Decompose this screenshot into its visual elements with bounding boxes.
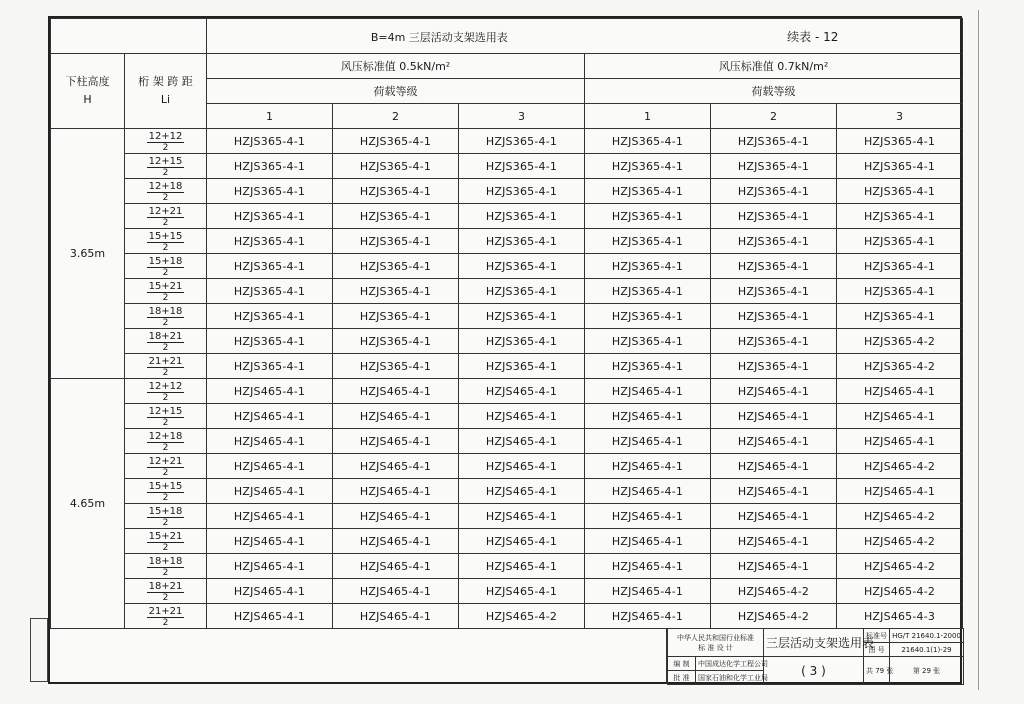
model-code-cell: HZJS365-4-1 xyxy=(459,304,585,329)
model-code-cell: HZJS465-4-1 xyxy=(837,429,963,454)
header-blank xyxy=(51,19,207,54)
model-code-cell: HZJS465-4-1 xyxy=(711,454,837,479)
model-code-cell: HZJS465-4-1 xyxy=(207,604,333,629)
span-cell xyxy=(125,454,207,479)
span-cell xyxy=(125,354,207,379)
std-no-label: 标准号 xyxy=(864,629,890,643)
table-title-cell xyxy=(207,19,963,54)
span-denominator: 2 xyxy=(162,143,169,153)
model-code-cell: HZJS465-4-1 xyxy=(459,554,585,579)
span-denominator: 2 xyxy=(162,343,169,353)
model-code-cell: HZJS365-4-1 xyxy=(711,354,837,379)
model-code-cell: HZJS465-4-1 xyxy=(333,479,459,504)
model-code-cell: HZJS465-4-1 xyxy=(333,429,459,454)
span-cell xyxy=(125,529,207,554)
span-numerator: 18+18 xyxy=(148,306,183,317)
span-fraction xyxy=(147,382,185,403)
model-code-cell: HZJS365-4-1 xyxy=(837,204,963,229)
wind-group-1: 风压标准值 0.5kN/m² xyxy=(207,54,585,79)
model-code-cell: HZJS465-4-1 xyxy=(711,504,837,529)
model-code-cell: HZJS365-4-1 xyxy=(837,229,963,254)
model-code-cell: HZJS465-4-1 xyxy=(207,529,333,554)
model-code-cell: HZJS465-4-2 xyxy=(837,504,963,529)
sheet-total: 共 79 张 xyxy=(864,657,890,685)
std-org-cell xyxy=(668,629,764,657)
model-code-cell: HZJS465-4-1 xyxy=(333,604,459,629)
column-l-symbol: Li xyxy=(160,93,171,106)
model-code-cell: HZJS465-4-1 xyxy=(207,579,333,604)
model-code-cell: HZJS365-4-1 xyxy=(207,279,333,304)
span-numerator: 12+15 xyxy=(148,406,183,417)
model-code-cell: HZJS365-4-1 xyxy=(459,279,585,304)
span-fraction xyxy=(147,307,185,328)
table-row xyxy=(51,454,963,479)
approve-label: 批 准 xyxy=(668,671,696,685)
column-height-value: 3.65m xyxy=(51,129,125,379)
model-code-cell: HZJS465-4-1 xyxy=(459,404,585,429)
span-fraction xyxy=(147,207,185,228)
model-code-cell: HZJS365-4-1 xyxy=(333,204,459,229)
model-code-cell: HZJS365-4-1 xyxy=(459,254,585,279)
span-denominator: 2 xyxy=(162,318,169,328)
model-code-cell: HZJS365-4-1 xyxy=(333,354,459,379)
span-cell xyxy=(125,379,207,404)
model-code-cell: HZJS465-4-1 xyxy=(585,554,711,579)
model-code-cell: HZJS365-4-1 xyxy=(207,229,333,254)
column-h-label: 下柱高度 xyxy=(65,75,110,88)
model-code-cell: HZJS465-4-3 xyxy=(837,604,963,629)
model-code-cell: HZJS465-4-1 xyxy=(711,429,837,454)
model-code-cell: HZJS365-4-1 xyxy=(207,304,333,329)
model-code-cell: HZJS365-4-1 xyxy=(333,254,459,279)
model-code-cell: HZJS465-4-1 xyxy=(459,579,585,604)
span-numerator: 15+21 xyxy=(148,281,183,292)
table-row xyxy=(51,429,963,454)
model-code-cell: HZJS365-4-1 xyxy=(459,354,585,379)
span-denominator: 2 xyxy=(162,368,169,378)
model-code-cell: HZJS365-4-1 xyxy=(711,129,837,154)
drawing-title-cell xyxy=(764,629,875,657)
std-no: HG/T 21640.1-2000 xyxy=(890,629,964,643)
signature-tab xyxy=(30,618,48,682)
span-cell xyxy=(125,579,207,604)
level-header: 3 xyxy=(837,104,963,129)
model-code-cell: HZJS465-4-1 xyxy=(333,504,459,529)
span-fraction xyxy=(147,132,185,153)
model-code-cell: HZJS365-4-1 xyxy=(333,329,459,354)
table-row xyxy=(51,379,963,404)
model-code-cell: HZJS465-4-1 xyxy=(585,404,711,429)
level-header: 1 xyxy=(585,104,711,129)
span-numerator: 21+21 xyxy=(148,356,183,367)
model-code-cell: HZJS365-4-1 xyxy=(585,179,711,204)
model-code-cell: HZJS365-4-1 xyxy=(837,254,963,279)
model-code-cell: HZJS465-4-1 xyxy=(207,504,333,529)
model-code-cell: HZJS365-4-1 xyxy=(333,229,459,254)
compile-label: 编 制 xyxy=(668,657,696,671)
model-code-cell: HZJS465-4-1 xyxy=(459,529,585,554)
span-fraction xyxy=(147,507,185,528)
compile-org: 中国成达化学工程公司 xyxy=(696,657,764,671)
span-denominator: 2 xyxy=(162,393,169,403)
table-row xyxy=(51,529,963,554)
model-code-cell: HZJS365-4-1 xyxy=(837,279,963,304)
model-code-cell: HZJS465-4-2 xyxy=(837,529,963,554)
model-code-cell: HZJS465-4-2 xyxy=(711,579,837,604)
span-numerator: 15+15 xyxy=(148,481,183,492)
model-code-cell: HZJS365-4-1 xyxy=(711,154,837,179)
span-denominator: 2 xyxy=(162,593,169,603)
model-code-cell: HZJS465-4-1 xyxy=(585,604,711,629)
span-numerator: 15+15 xyxy=(148,231,183,242)
model-code-cell: HZJS365-4-1 xyxy=(585,129,711,154)
model-code-cell: HZJS465-4-2 xyxy=(711,604,837,629)
model-code-cell: HZJS365-4-1 xyxy=(333,179,459,204)
model-code-cell: HZJS465-4-1 xyxy=(711,479,837,504)
model-code-cell: HZJS365-4-1 xyxy=(333,304,459,329)
table-row xyxy=(51,179,963,204)
span-numerator: 12+12 xyxy=(148,131,183,142)
span-denominator: 2 xyxy=(162,618,169,628)
selection-table xyxy=(50,18,963,629)
model-code-cell: HZJS465-4-1 xyxy=(207,429,333,454)
model-code-cell: HZJS365-4-1 xyxy=(585,229,711,254)
std-design: 标 准 设 计 xyxy=(698,643,733,652)
model-code-cell: HZJS465-4-1 xyxy=(711,554,837,579)
model-code-cell: HZJS365-4-1 xyxy=(459,129,585,154)
model-code-cell: HZJS465-4-1 xyxy=(459,379,585,404)
model-code-cell: HZJS465-4-1 xyxy=(585,479,711,504)
model-code-cell: HZJS465-4-1 xyxy=(207,404,333,429)
span-numerator: 18+21 xyxy=(148,581,183,592)
std-org: 中华人民共和国行业标准 xyxy=(677,633,754,642)
span-fraction xyxy=(147,557,185,578)
span-denominator: 2 xyxy=(162,493,169,503)
model-code-cell: HZJS365-4-1 xyxy=(207,129,333,154)
model-code-cell: HZJS365-4-1 xyxy=(207,179,333,204)
span-denominator: 2 xyxy=(162,218,169,228)
model-code-cell: HZJS365-4-1 xyxy=(459,229,585,254)
model-code-cell: HZJS365-4-1 xyxy=(711,254,837,279)
model-code-cell: HZJS365-4-1 xyxy=(459,179,585,204)
span-denominator: 2 xyxy=(162,168,169,178)
span-numerator: 15+21 xyxy=(148,531,183,542)
span-cell xyxy=(125,479,207,504)
model-code-cell: HZJS465-4-1 xyxy=(585,579,711,604)
span-numerator: 12+15 xyxy=(148,156,183,167)
table-row xyxy=(51,504,963,529)
model-code-cell: HZJS465-4-1 xyxy=(207,454,333,479)
model-code-cell: HZJS365-4-1 xyxy=(207,154,333,179)
span-denominator: 2 xyxy=(162,518,169,528)
span-cell xyxy=(125,554,207,579)
model-code-cell: HZJS365-4-1 xyxy=(585,329,711,354)
table-row xyxy=(51,404,963,429)
span-fraction xyxy=(147,182,185,203)
span-cell xyxy=(125,604,207,629)
model-code-cell: HZJS365-4-1 xyxy=(711,229,837,254)
drawing-title: 三层活动支架选用表 xyxy=(766,636,875,650)
span-fraction xyxy=(147,532,185,553)
model-code-cell: HZJS465-4-1 xyxy=(837,404,963,429)
table-row xyxy=(51,604,963,629)
model-code-cell: HZJS465-4-1 xyxy=(459,504,585,529)
model-code-cell: HZJS465-4-1 xyxy=(585,454,711,479)
model-code-cell: HZJS465-4-1 xyxy=(711,529,837,554)
span-cell xyxy=(125,304,207,329)
sheet-number: 第 29 张 xyxy=(890,657,964,685)
title-block xyxy=(666,628,963,684)
table-row xyxy=(51,254,963,279)
span-cell xyxy=(125,429,207,454)
model-code-cell: HZJS465-4-1 xyxy=(837,479,963,504)
model-code-cell: HZJS465-4-1 xyxy=(459,454,585,479)
fig-no: 21640.1(1)-29 xyxy=(890,643,964,657)
span-cell xyxy=(125,154,207,179)
span-numerator: 15+18 xyxy=(148,506,183,517)
model-code-cell: HZJS365-4-1 xyxy=(837,179,963,204)
model-code-cell: HZJS365-4-1 xyxy=(711,279,837,304)
model-code-cell: HZJS365-4-1 xyxy=(459,154,585,179)
model-code-cell: HZJS465-4-2 xyxy=(459,604,585,629)
level-header: 2 xyxy=(333,104,459,129)
table-row xyxy=(51,329,963,354)
model-code-cell: HZJS465-4-1 xyxy=(333,579,459,604)
span-fraction xyxy=(147,482,185,503)
model-code-cell: HZJS465-4-2 xyxy=(837,554,963,579)
model-code-cell: HZJS365-4-1 xyxy=(207,354,333,379)
model-code-cell: HZJS365-4-1 xyxy=(333,154,459,179)
column-l-label: 桁 架 跨 距 xyxy=(138,75,193,88)
model-code-cell: HZJS365-4-1 xyxy=(207,254,333,279)
column-l-header xyxy=(125,54,207,129)
wind-group-2: 风压标准值 0.7kN/m² xyxy=(585,54,963,79)
fig-no-label: 图 号 xyxy=(864,643,890,657)
model-code-cell: HZJS465-4-1 xyxy=(207,379,333,404)
load-grade-2: 荷载等级 xyxy=(585,79,963,104)
model-code-cell: HZJS365-4-1 xyxy=(207,204,333,229)
level-header: 2 xyxy=(711,104,837,129)
model-code-cell: HZJS365-4-1 xyxy=(711,204,837,229)
model-code-cell: HZJS365-4-1 xyxy=(585,354,711,379)
model-code-cell: HZJS365-4-1 xyxy=(585,154,711,179)
model-code-cell: HZJS365-4-1 xyxy=(333,129,459,154)
model-code-cell: HZJS465-4-2 xyxy=(837,579,963,604)
model-code-cell: HZJS465-4-1 xyxy=(459,429,585,454)
table-row xyxy=(51,579,963,604)
table-row xyxy=(51,304,963,329)
model-code-cell: HZJS365-4-1 xyxy=(837,154,963,179)
model-code-cell: HZJS465-4-1 xyxy=(711,404,837,429)
span-cell xyxy=(125,129,207,154)
column-h-symbol: H xyxy=(83,93,92,106)
model-code-cell: HZJS465-4-1 xyxy=(333,554,459,579)
model-code-cell: HZJS365-4-1 xyxy=(837,304,963,329)
span-numerator: 21+21 xyxy=(148,606,183,617)
span-numerator: 18+18 xyxy=(148,556,183,567)
model-code-cell: HZJS465-4-1 xyxy=(333,454,459,479)
model-code-cell: HZJS465-4-1 xyxy=(333,379,459,404)
model-code-cell: HZJS465-4-1 xyxy=(585,529,711,554)
table-row xyxy=(51,554,963,579)
drawing-sheet xyxy=(48,16,962,684)
span-fraction xyxy=(147,582,185,603)
model-code-cell: HZJS365-4-1 xyxy=(585,254,711,279)
model-code-cell: HZJS465-4-1 xyxy=(585,429,711,454)
drawing-sub: ( 3 ) xyxy=(764,657,864,685)
span-denominator: 2 xyxy=(162,268,169,278)
span-cell xyxy=(125,179,207,204)
span-numerator: 12+21 xyxy=(148,456,183,467)
span-cell xyxy=(125,254,207,279)
model-code-cell: HZJS465-4-1 xyxy=(711,379,837,404)
level-header: 3 xyxy=(459,104,585,129)
column-height-value: 4.65m xyxy=(51,379,125,629)
model-code-cell: HZJS465-4-1 xyxy=(207,479,333,504)
model-code-cell: HZJS365-4-1 xyxy=(837,129,963,154)
span-numerator: 12+12 xyxy=(148,381,183,392)
span-denominator: 2 xyxy=(162,293,169,303)
model-code-cell: HZJS365-4-1 xyxy=(711,179,837,204)
span-denominator: 2 xyxy=(162,543,169,553)
span-denominator: 2 xyxy=(162,243,169,253)
continuation-label: 续表 - 12 xyxy=(787,29,839,44)
model-code-cell: HZJS365-4-1 xyxy=(207,329,333,354)
model-code-cell: HZJS465-4-1 xyxy=(333,529,459,554)
model-code-cell: HZJS365-4-1 xyxy=(585,204,711,229)
span-fraction xyxy=(147,232,185,253)
approve-org: 国家石油和化学工业局 xyxy=(696,671,764,685)
model-code-cell: HZJS365-4-1 xyxy=(585,304,711,329)
model-code-cell: HZJS365-4-1 xyxy=(711,329,837,354)
table-title: B=4m 三层活动支架选用表 xyxy=(370,30,508,44)
model-code-cell: HZJS365-4-2 xyxy=(837,354,963,379)
span-fraction xyxy=(147,357,185,378)
span-cell xyxy=(125,504,207,529)
span-fraction xyxy=(147,332,185,353)
span-fraction xyxy=(147,157,185,178)
span-fraction xyxy=(147,257,185,278)
span-cell xyxy=(125,329,207,354)
model-code-cell: HZJS465-4-1 xyxy=(333,404,459,429)
span-numerator: 12+18 xyxy=(148,431,183,442)
column-h-header xyxy=(51,54,125,129)
span-cell xyxy=(125,204,207,229)
table-row xyxy=(51,154,963,179)
model-code-cell: HZJS465-4-1 xyxy=(585,379,711,404)
span-fraction xyxy=(147,432,185,453)
span-fraction xyxy=(147,457,185,478)
level-header: 1 xyxy=(207,104,333,129)
table-row xyxy=(51,479,963,504)
table-row xyxy=(51,279,963,304)
model-code-cell: HZJS365-4-1 xyxy=(585,279,711,304)
model-code-cell: HZJS465-4-2 xyxy=(837,454,963,479)
model-code-cell: HZJS465-4-1 xyxy=(585,504,711,529)
span-cell xyxy=(125,229,207,254)
model-code-cell: HZJS465-4-1 xyxy=(837,379,963,404)
span-fraction xyxy=(147,607,185,628)
table-row xyxy=(51,229,963,254)
span-denominator: 2 xyxy=(162,443,169,453)
span-denominator: 2 xyxy=(162,468,169,478)
table-row xyxy=(51,204,963,229)
table-row xyxy=(51,354,963,379)
span-denominator: 2 xyxy=(162,418,169,428)
span-denominator: 2 xyxy=(162,193,169,203)
table-row xyxy=(51,129,963,154)
model-code-cell: HZJS465-4-1 xyxy=(459,479,585,504)
model-code-cell: HZJS365-4-1 xyxy=(711,304,837,329)
model-code-cell: HZJS365-4-1 xyxy=(459,204,585,229)
binding-line xyxy=(978,10,979,690)
span-numerator: 12+18 xyxy=(148,181,183,192)
model-code-cell: HZJS365-4-1 xyxy=(459,329,585,354)
span-cell xyxy=(125,279,207,304)
load-grade-1: 荷载等级 xyxy=(207,79,585,104)
model-code-cell: HZJS465-4-1 xyxy=(207,554,333,579)
model-code-cell: HZJS365-4-2 xyxy=(837,329,963,354)
span-denominator: 2 xyxy=(162,568,169,578)
span-numerator: 15+18 xyxy=(148,256,183,267)
span-numerator: 12+21 xyxy=(148,206,183,217)
model-code-cell: HZJS365-4-1 xyxy=(333,279,459,304)
span-numerator: 18+21 xyxy=(148,331,183,342)
span-cell xyxy=(125,404,207,429)
span-fraction xyxy=(147,282,185,303)
span-fraction xyxy=(147,407,185,428)
